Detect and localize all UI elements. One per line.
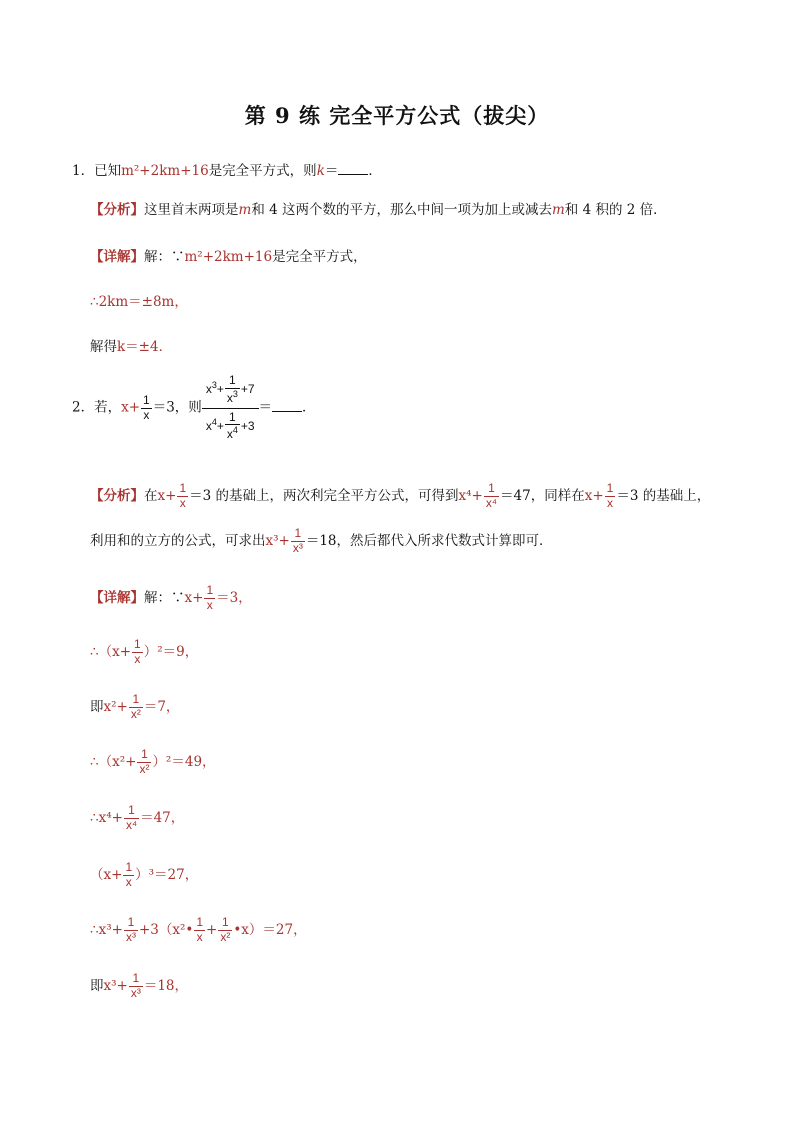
q2-analysis-line-1: 【分析】在x+ $\frac{1}{x}$ ＝3 的基础上，两次利完全平方公式，可得到x⁴+ $\frac{1}{\text{x⁴}}$ ＝47，同样在x+ $\frac{1}{x}$ ＝3 的基础上， — [90, 481, 711, 510]
answer-blank[interactable] — [338, 162, 368, 175]
answer-blank[interactable] — [272, 399, 302, 412]
q2-step-1: ∴（x+ $\frac{1}{x}$ ）²＝9， — [90, 637, 199, 666]
q2-detail: 【详解】解：∵x+ $\frac{1}{x}$ ＝3， — [90, 583, 252, 612]
q2-analysis-line-2: 利用和的立方的公式，可求出x³+ $\frac{1}{\text{x³}}$ ＝18，然后都代入所求代数式计算即可． — [90, 526, 553, 555]
q2-step-2: 即x²+ $\frac{1}{\text{x²}}$ ＝7， — [90, 692, 180, 721]
question-2: 2．若，x+ $\frac{1}{x}$ ＝3，则 $x^3+$ $\frac{1}{x^3}$ +7 $x^4+$ $\frac{1}{x^4}$ +3 ＝ ． — [72, 373, 316, 442]
page-title: 第 9 练 完全平方公式（拔尖） — [244, 103, 550, 128]
q1-detail: 【详解】解：∵m²+2km+16是完全平方式， — [90, 249, 367, 265]
q1-step-2: 解得k＝±4． — [90, 339, 173, 355]
q1-analysis: 【分析】这里首末两项是m和 4 这两个数的平方，那么中间一项为加上或减去m和 4 积的 2 倍． — [90, 202, 667, 218]
q2-step-4: ∴x⁴+ $\frac{1}{\text{x⁴}}$ ＝47， — [90, 803, 185, 832]
q1-step-1: ∴2km＝±8m， — [90, 294, 188, 310]
q2-step-7: 即x³+ $\frac{1}{\text{x³}}$ ＝18， — [90, 971, 189, 1000]
question-1: 1．已知m²+2km+16是完全平方式，则k＝ ． — [72, 163, 382, 179]
q2-step-3: ∴（x²+ $\frac{1}{\text{x²}}$ ）²＝49， — [90, 747, 216, 776]
question-2-expression: $x^3+$ $\frac{1}{x^3}$ +7 $x^4+$ $\frac{1}{x^4}$ +3 — [202, 374, 259, 442]
q2-step-5: （x+ $\frac{1}{x}$ ）³＝27， — [90, 860, 199, 889]
q2-step-6: ∴x³+ $\frac{1}{\text{x³}}$ +3（x²• $\frac{1}{x}$ + $\frac{1}{\text{x²}}$ •x）＝27， — [90, 915, 307, 944]
